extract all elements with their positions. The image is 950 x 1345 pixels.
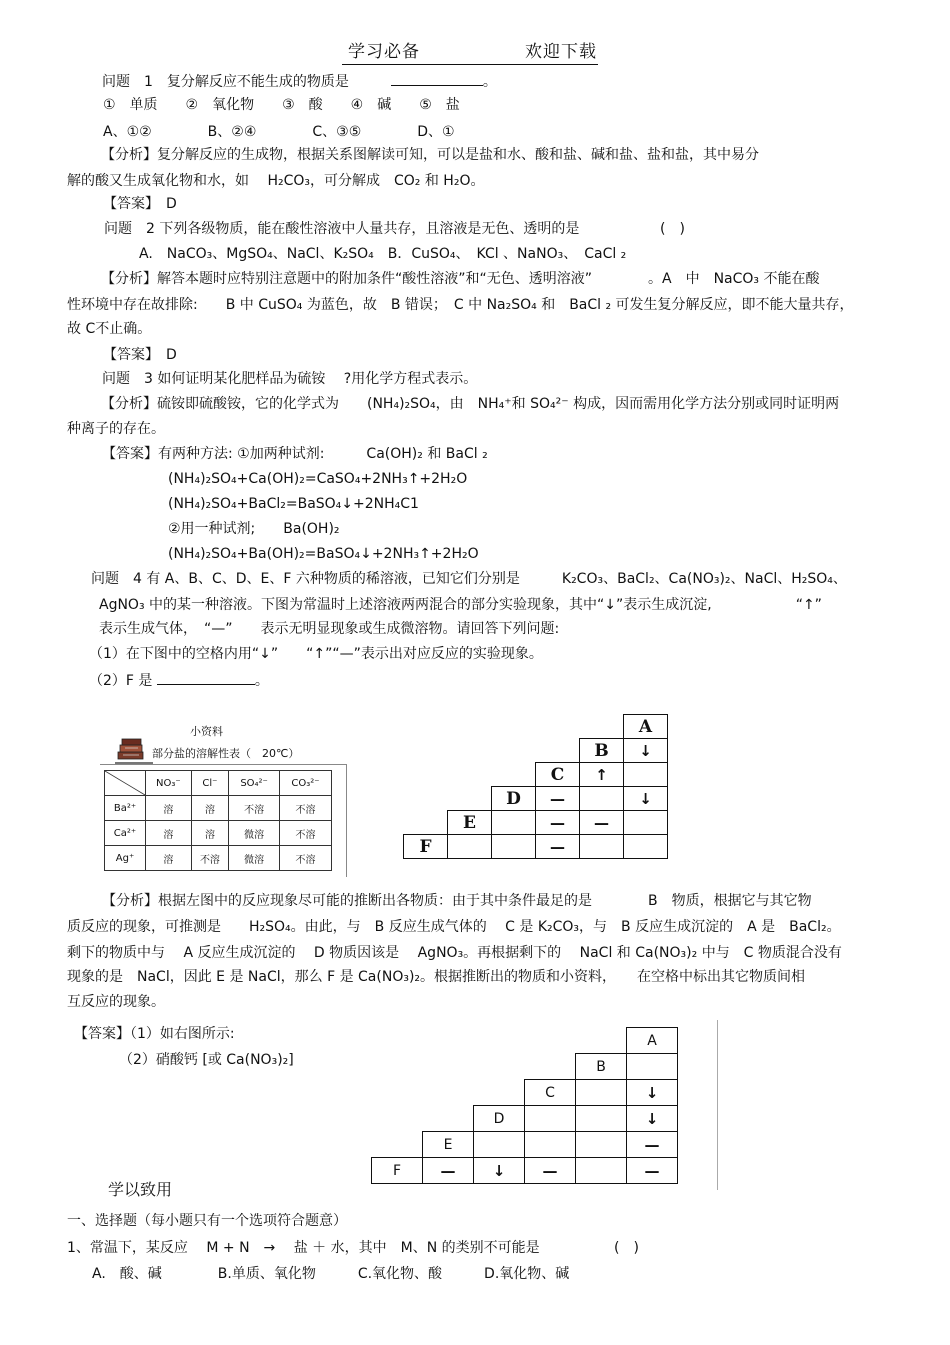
q4-text-3: 表示生成气体， “—” 表示无明显现象或生成微溶物。请回答下列问题: <box>99 621 560 637</box>
stair-label: A <box>623 714 668 739</box>
stair-cell <box>575 1079 627 1106</box>
col-header: NO₃⁻ <box>146 771 192 796</box>
exercise-1-paren: ( ) <box>614 1240 639 1256</box>
q3-equation-2: (NH₄)₂SO₄+BaCl₂=BaSO₄↓+2NH₄C1 <box>168 496 419 512</box>
books-icon <box>117 737 145 761</box>
solubility-table <box>104 770 332 871</box>
q1-options: A、①② B、②④ C、③⑤ D、① <box>103 124 455 140</box>
stair-cell <box>623 762 668 787</box>
table-cell: 不溶 <box>280 821 332 846</box>
stair-cell: — <box>535 810 580 835</box>
stair-cell: ↓ <box>623 738 668 763</box>
q4-analysis-2: 质反应的现象，可推测是 H₂SO₄。由此，与 B 反应生成气体的 C 是 K₂CO₃，与 B 反应生成沉淀的 A 是 BaCl₂。 <box>67 919 841 935</box>
q4-blank <box>157 670 255 685</box>
stair-cell: — <box>535 786 580 811</box>
q1-answer: 【答案】 D <box>103 196 177 212</box>
q2-analysis-1: 【分析】解答本题时应特别注意题中的附加条件“酸性溶液”和“无色、透明溶液” 。A 中 NaCO₃ 不能在酸 <box>101 271 820 287</box>
section-title: 学以致用 <box>108 1180 173 1199</box>
stair-cell <box>524 1131 576 1158</box>
q2-analysis-3: 故 C不止确。 <box>67 321 152 337</box>
stair-cell <box>491 834 536 859</box>
solubility-caption: 小资料 <box>190 725 223 738</box>
header-rule <box>342 64 598 65</box>
stair-label: F <box>403 834 448 859</box>
table-cell: 溶 <box>146 796 192 821</box>
q4-analysis-3: 剩下的物质中与 A 反应生成沉淀的 D 物质因该是 AgNO₃。再根据剩下的 NaCl 和 Ca(NO₃)₂ 中与 C 物质混合没有 <box>67 945 842 961</box>
table-cell: 不溶 <box>191 846 228 871</box>
q4-answer-2: （2）硝酸钙 [或 Ca(NO₃)₂] <box>119 1052 294 1068</box>
row-ion: Ca²⁺ <box>105 821 146 846</box>
stair-cell: ↑ <box>579 762 624 787</box>
q3-text: 问题 3 如何证明某化肥样品为硫铵 ?用化学方程式表示。 <box>102 371 478 387</box>
stair-label: C <box>535 762 580 787</box>
q2-text: 问题 2 下列各级物质，能在酸性溶液中人量共存，且溶液是无色、透明的是 <box>104 221 580 237</box>
q2-paren: ( ) <box>660 221 685 237</box>
stair-cell <box>579 786 624 811</box>
stair-cell <box>575 1105 627 1132</box>
stair-label: B <box>575 1053 627 1080</box>
header-left: 学习必备 <box>348 42 420 62</box>
q3-answer-1: 【答案】有两种方法: ①加两种试剂: Ca(OH)₂ 和 BaCl ₂ <box>102 446 488 462</box>
stair-label: E <box>422 1131 474 1158</box>
table-row <box>105 796 332 821</box>
stair-cell: — <box>535 834 580 859</box>
stair-cell: ↓ <box>473 1157 525 1184</box>
stair-label: E <box>447 810 492 835</box>
stair-cell: — <box>626 1157 678 1184</box>
q4-text-2: AgNO₃ 中的某一种溶液。下图为常温时上述溶液两两混合的部分实验现象，其中“↓”表示生成沉淀, “↑” <box>99 597 822 613</box>
header-right: 欢迎下载 <box>525 42 597 62</box>
table-cell: 微溶 <box>229 846 280 871</box>
stair-cell <box>491 810 536 835</box>
stair-label: B <box>579 738 624 763</box>
stair-cell <box>623 834 668 859</box>
diagonal-cell <box>105 771 146 796</box>
stair-cell <box>524 1105 576 1132</box>
q1-items: ① 单质 ② 氧化物 ③ 酸 ④ 碱 ⑤ 盐 <box>103 97 460 113</box>
row-ion: Ba²⁺ <box>105 796 146 821</box>
table-cell: 不溶 <box>280 846 332 871</box>
stair-label: D <box>491 786 536 811</box>
answer-divider <box>717 1020 718 1190</box>
q1-blank <box>391 71 483 86</box>
stair-label: D <box>473 1105 525 1132</box>
table-cell: 溶 <box>191 821 228 846</box>
table-cell: 溶 <box>191 796 228 821</box>
row-ion: Ag⁺ <box>105 846 146 871</box>
stair-cell <box>623 810 668 835</box>
q1-analysis-2: 解的酸又生成氧化物和水，如 H₂CO₃，可分解成 CO₂ 和 H₂O。 <box>67 173 485 189</box>
stair-cell: — <box>524 1157 576 1184</box>
stair-cell: — <box>626 1131 678 1158</box>
q2-options: A. NaCO₃、MgSO₄、NaCl、K₂SO₄ B．CuSO₄、 KCl 、NaNO₃、 CaCl ₂ <box>139 246 627 262</box>
q2-answer: 【答案】 D <box>103 347 177 363</box>
stair-cell: ↓ <box>626 1079 678 1106</box>
q3-analysis-2: 种离子的存在。 <box>67 421 165 437</box>
table-cell: 微溶 <box>229 821 280 846</box>
q4-text-1: 问题 4 有 A、B、C、D、E、F 六种物质的稀溶液，已知它们分别是 K₂CO₃、BaCl₂、Ca(NO₃)₂、NaCl、H₂SO₄、 <box>91 571 847 587</box>
col-header: Cl⁻ <box>191 771 228 796</box>
q3-equation-3: (NH₄)₂SO₄+Ba(OH)₂=BaSO₄↓+2NH₃↑+2H₂O <box>168 546 479 562</box>
col-header: CO₃²⁻ <box>280 771 332 796</box>
q4-analysis-1: 【分析】根据左图中的反应现象尽可能的推断出各物质：由于其中条件最足的是 B 物质，根据它与其它物 <box>102 893 812 909</box>
table-row <box>105 821 332 846</box>
stair-cell: — <box>422 1157 474 1184</box>
col-header: SO₄²⁻ <box>229 771 280 796</box>
q1-text: 问题 1 复分解反应不能生成的物质是 。 <box>102 71 497 91</box>
stair-cell <box>447 834 492 859</box>
q1-analysis-1: 【分析】复分解反应的生成物，根据关系图解读可知，可以是盐和水、酸和盐、碱和盐、盐和盐，其中易分 <box>101 147 759 163</box>
stair-label: A <box>626 1027 678 1054</box>
table-cell: 不溶 <box>280 796 332 821</box>
stair-cell: ↓ <box>626 1105 678 1132</box>
table-cell: 溶 <box>146 821 192 846</box>
stair-label: F <box>371 1157 423 1184</box>
stair-cell <box>473 1131 525 1158</box>
stair-label: C <box>524 1079 576 1106</box>
q3-equation-1: (NH₄)₂SO₄+Ca(OH)₂=CaSO₄+2NH₃↑+2H₂O <box>168 471 468 487</box>
stair-cell: ↓ <box>623 786 668 811</box>
stair-cell <box>575 1131 627 1158</box>
stair-cell: — <box>579 810 624 835</box>
table-row <box>105 846 332 871</box>
exercise-1-options: A. 酸、碱 B.单质、氧化物 C.氧化物、酸 D.氧化物、碱 <box>92 1266 570 1282</box>
solubility-title: 部分盐的溶解性表（ 20℃） <box>152 747 300 760</box>
stair-cell <box>626 1053 678 1080</box>
part-1-title: 一、选择题（每小题只有一个选项符合题意） <box>67 1213 347 1229</box>
stair-cell <box>579 834 624 859</box>
q4-sub-2: （2）F 是 。 <box>89 670 269 690</box>
table-cell: 不溶 <box>229 796 280 821</box>
q4-analysis-5: 互反应的现象。 <box>67 994 165 1010</box>
exercise-1: 1、常温下，某反应 M + N → 盐 ＋ 水，其中 M、N 的类别不可能是 <box>67 1240 540 1256</box>
stair-cell <box>575 1157 627 1184</box>
q4-answer-1: 【答案】（1）如右图所示: <box>74 1026 235 1042</box>
q4-sub-1: （1）在下图中的空格内用“↓” “↑”“—”表示出对应反应的实验现象。 <box>89 646 543 662</box>
table-cell: 溶 <box>146 846 192 871</box>
q2-analysis-2: 性环境中存在故排除: B 中 CuSO₄ 为蓝色，故 B 错误； C 中 Na₂SO₄ 和 BaCl ₂ 可发生复分解反应，即不能大量共存， <box>67 297 854 313</box>
q4-analysis-4: 现象的是 NaCl，因此 E 是 NaCl，那么 F 是 Ca(NO₃)₂。根据推断出的物质和小资料， 在空格中标出其它物质间相 <box>67 969 806 985</box>
solubility-header-row <box>105 771 332 796</box>
q3-analysis-1: 【分析】硫铵即硫酸铵，它的化学式为 (NH₄)₂SO₄，由 NH₄⁺和 SO₄²⁻ 构成，因而需用化学方法分别或同时证明两 <box>101 396 840 412</box>
q3-method-2: ②用一种试剂; Ba(OH)₂ <box>168 521 340 537</box>
